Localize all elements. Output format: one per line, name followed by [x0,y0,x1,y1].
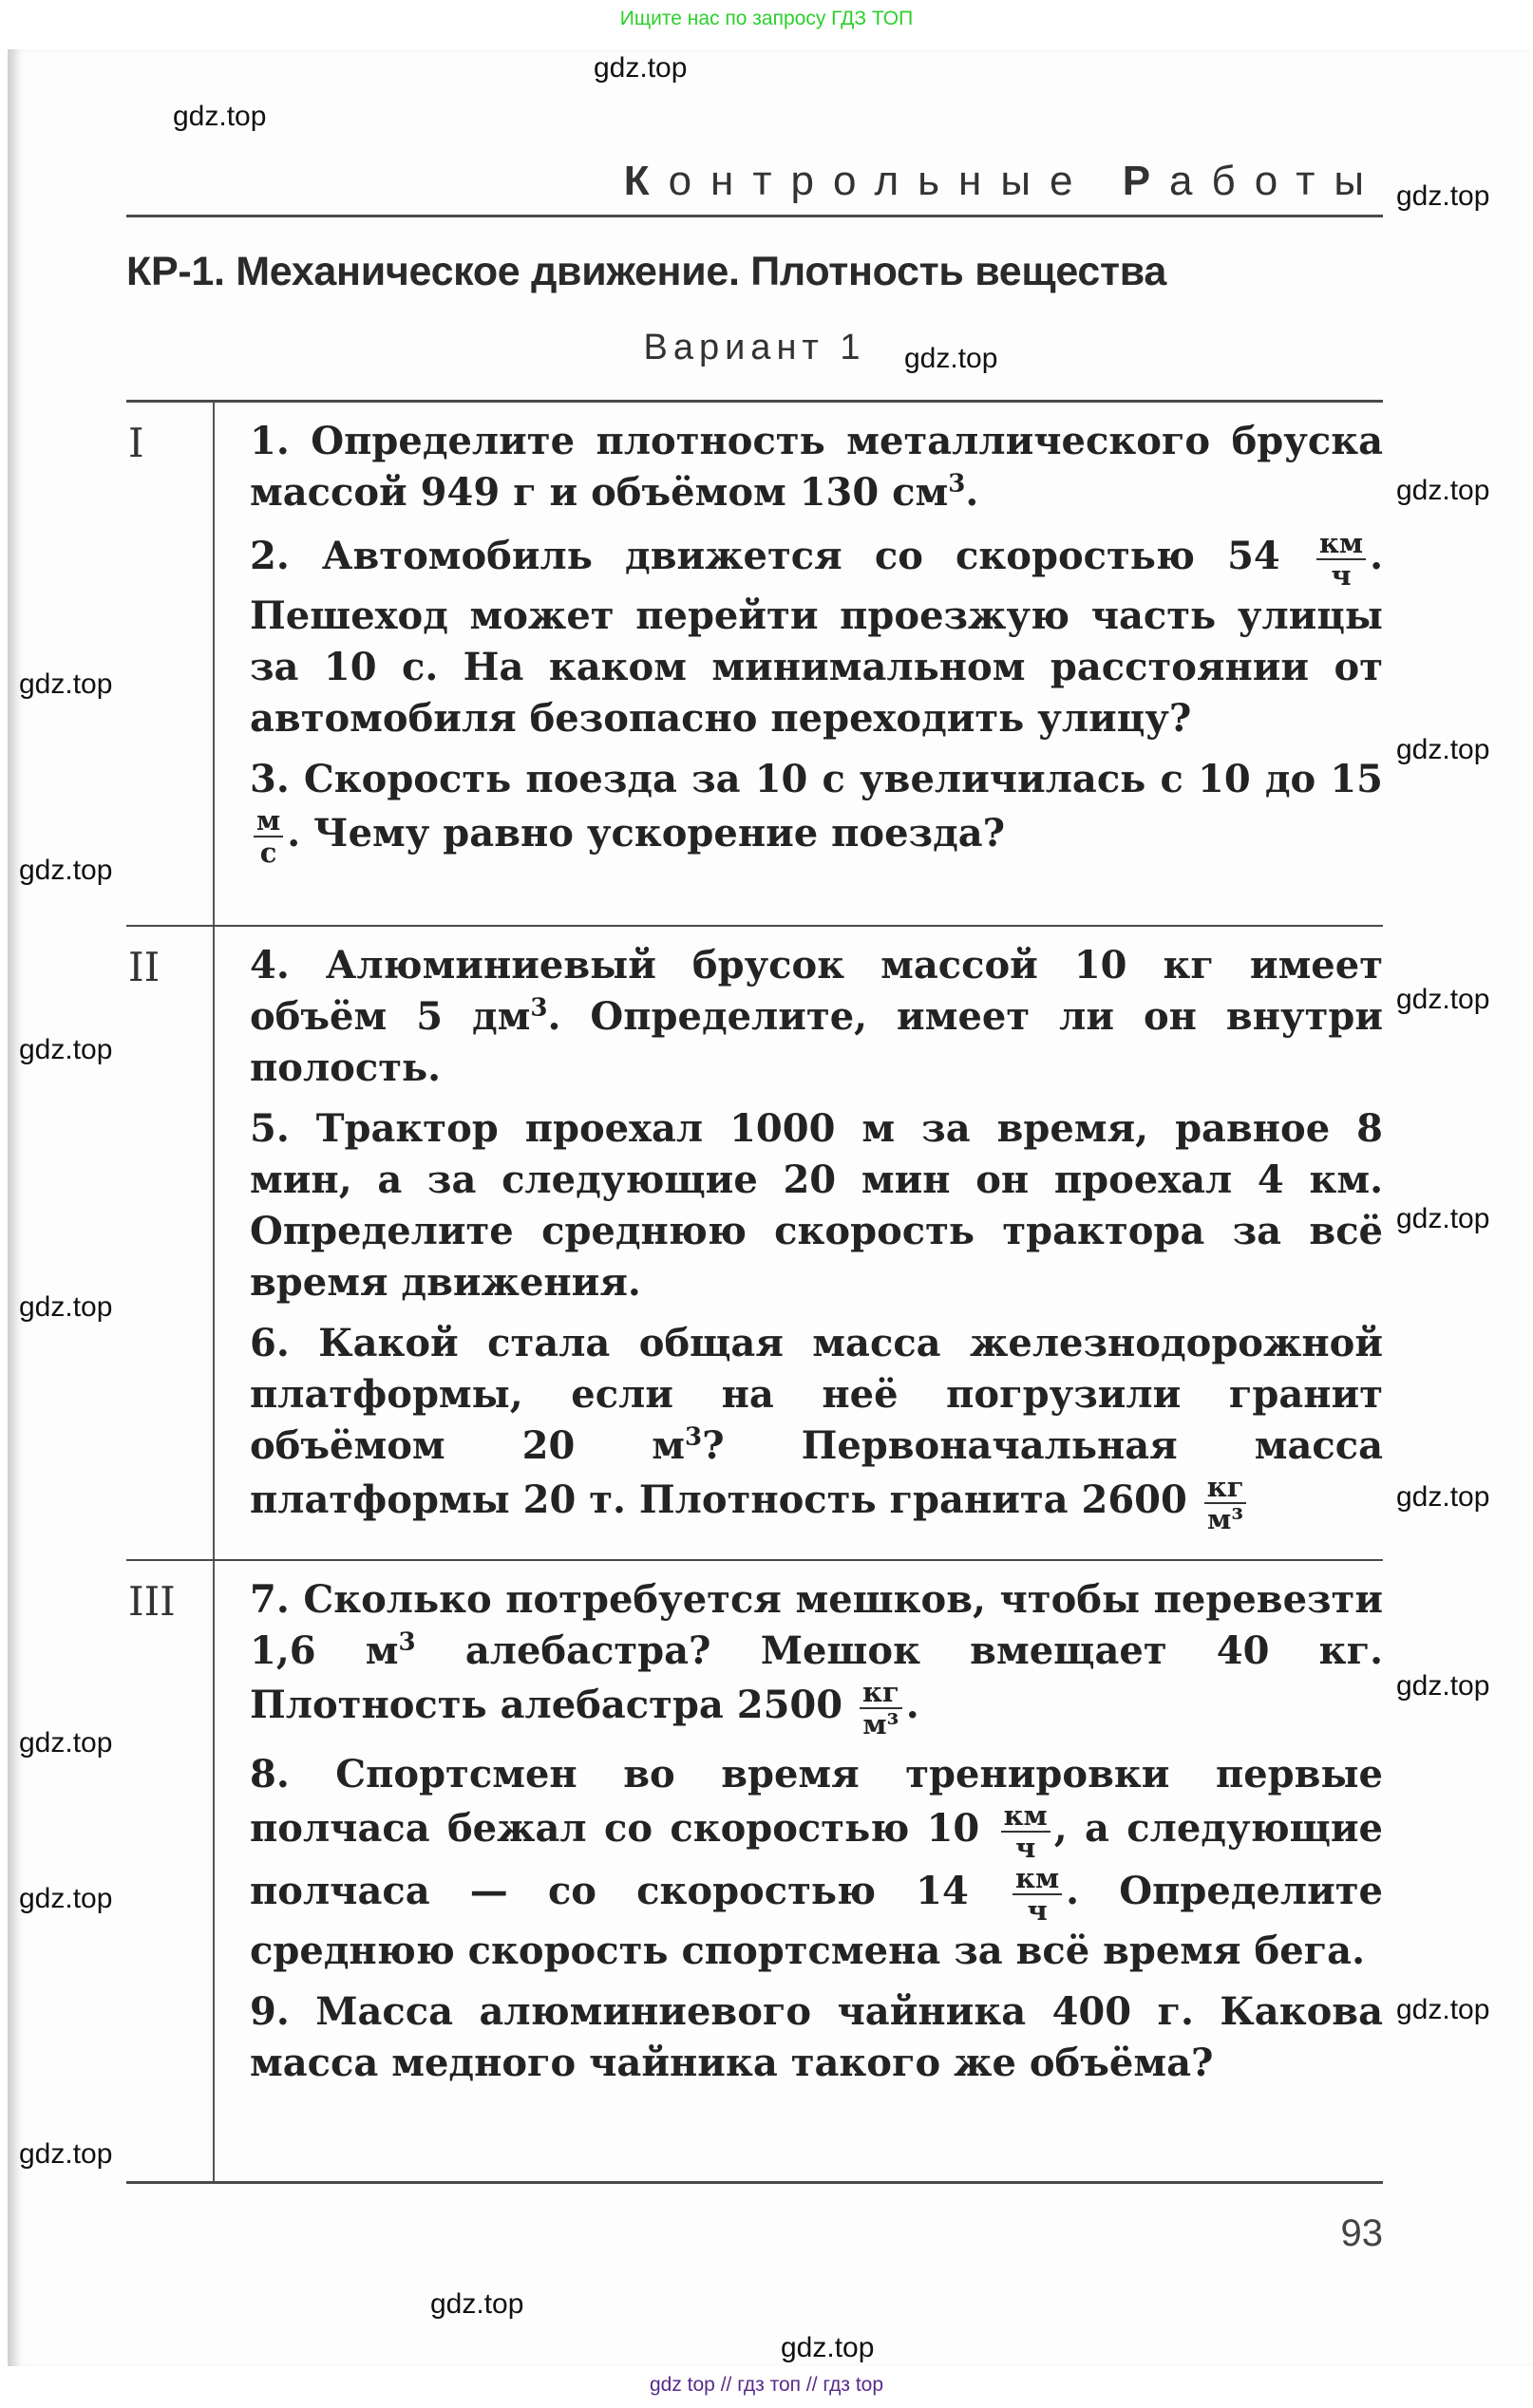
text-segment: . Пешеход может перейти проезжую часть улицы за 10 с. На каком минимальном расстоянии от автомобиля безопасно переходить улицу? [250,534,1383,741]
unit-fraction [254,805,283,868]
task-table [126,400,1383,2269]
section-3 [126,1559,1383,2181]
unit-fraction [1316,528,1366,591]
page-title: КР-1. Механическое движение. Плотность вещества [126,249,1166,294]
problem-text [250,940,1383,1094]
exponent: 3 [948,469,966,499]
watermark: gdz.top [1396,1994,1490,2025]
text-segment: . Определите, имеет ли он внутри полость. [250,994,1383,1090]
watermark: gdz.top [1396,1481,1490,1513]
problem-text [250,1749,1383,1977]
text-segment: Алюминиевый брусок массой 10 кг имеет объём 5 дм [250,943,1383,1039]
search-banner[interactable]: Ищите нас по запросу ГДЗ ТОП [619,8,914,29]
problem-text [250,528,1383,744]
problem-number: 5. [250,1106,316,1151]
text-segment: Какой стала общая масса железнодорожной платформы, если на неё погрузили гранит объёмом 20 м [250,1321,1383,1468]
watermark: gdz.top [1396,1203,1490,1234]
text-segment: Определите плотность металлического бруска массой 949 г и объёмом 130 см [250,419,1383,515]
text-segment: Трактор проехал 1000 м за время, равное 8 мин, а за следующие 20 мин он проехал 4 км. Определите среднюю скорость трактора за всё время движения. [250,1106,1383,1305]
section-level: III [126,1561,215,2181]
header-initial: К [623,158,669,204]
watermark: gdz.top [594,52,688,84]
watermark: gdz.top [19,1883,113,1914]
section-level: I [126,403,215,925]
problem-list [215,403,1383,925]
text-segment: . Определите среднюю скорость спортсмена за всё время бега. [250,1869,1383,1973]
fraction-numerator: км [1001,1800,1050,1833]
text-segment: . [965,470,979,515]
unit-fraction [860,1677,902,1740]
exponent: 3 [530,993,548,1023]
watermark: gdz.top [19,1291,113,1323]
section-level: II [126,927,215,1559]
unit-fraction [1204,1472,1247,1534]
exponent: 3 [398,1627,416,1657]
watermark: gdz.top [19,668,113,700]
text-segment: алебастра? Мешок вмещает 40 кг. Плотность алебастра 2500 [250,1628,1383,1727]
watermark: gdz.top [173,101,267,132]
page-header [593,158,1383,205]
watermark: gdz.top [1396,180,1490,212]
section-2 [126,925,1383,1559]
watermark: gdz.top [19,855,113,886]
problem-number: 7. [250,1577,304,1622]
fraction-numerator: км [1316,528,1366,560]
watermark: gdz.top [430,2288,524,2320]
text-segment: Скорость поезда за 10 с увеличилась с 10 до 15 [303,757,1383,801]
problem-text [250,416,1383,518]
text-segment: . [905,1683,919,1727]
watermark: gdz.top [1396,1670,1490,1702]
unit-fraction [1001,1800,1050,1863]
text-segment: ? Первоначальная масса платформы 20 т. Плотность гранита 2600 [250,1423,1383,1522]
fraction-numerator: кг [1204,1472,1247,1504]
watermark: gdz.top [781,2332,875,2363]
fraction-denominator: ч [1027,1894,1048,1927]
watermark: gdz.top [19,2138,113,2170]
page-number: 93 [1340,2212,1383,2254]
watermark: gdz.top [19,1034,113,1065]
fraction-numerator: кг [860,1677,902,1709]
problem-number: 2. [250,534,322,578]
header-rule [126,215,1383,217]
footer-links[interactable]: gdz top // гдз топ // гдз top [649,2374,884,2396]
table-bottom-rule [126,2181,1383,2269]
problem-number: 8. [250,1752,336,1797]
watermark: gdz.top [1396,734,1490,765]
problem-text [250,1318,1383,1534]
problem-number: 6. [250,1321,319,1365]
problem-list [215,1561,1383,2181]
problem-number: 4. [250,943,326,988]
exponent: 3 [685,1422,703,1452]
unit-fraction [1013,1863,1062,1926]
text-segment: Автомобиль движется со скоростью 54 [321,534,1313,578]
problem-text [250,1574,1383,1740]
problem-number: 1. [250,419,312,463]
problem-text [250,1986,1383,2089]
problem-number: 9. [250,1989,316,2034]
fraction-denominator: м³ [862,1708,899,1740]
fraction-numerator: м [254,805,283,837]
fraction-denominator: м³ [1207,1503,1244,1535]
problem-number: 3. [250,757,304,801]
fraction-denominator: ч [1331,559,1352,592]
problem-list [215,927,1383,1559]
variant-heading: Вариант 1 [643,328,866,367]
watermark: gdz.top [1396,984,1490,1015]
fraction-denominator: ч [1015,1832,1036,1864]
watermark: gdz.top [19,1727,113,1759]
text-segment: Спортсмен во время тренировки первые полчаса бежал со скоростью 10 [250,1752,1383,1851]
fraction-numerator: км [1013,1863,1062,1895]
text-segment: . Чему равно ускорение поезда? [287,811,1006,856]
text-segment: Сколько потребуется мешков, чтобы перевезти 1,6 м [250,1577,1383,1673]
text-segment: Масса алюминиевого чайника 400 г. Какова масса медного чайника такого же объёма? [250,1989,1383,2085]
header-word: аботы [1169,158,1383,204]
section-1 [126,403,1383,925]
header-word: онтрольные [668,158,1092,204]
watermark: gdz.top [1396,475,1490,506]
watermark: gdz.top [904,343,998,374]
fraction-denominator: с [259,837,277,869]
problem-text [250,754,1383,868]
header-initial: Р [1122,158,1170,204]
problem-text [250,1103,1383,1308]
text-segment: , а следующие полчаса — со скоростью 14 [250,1806,1383,1913]
